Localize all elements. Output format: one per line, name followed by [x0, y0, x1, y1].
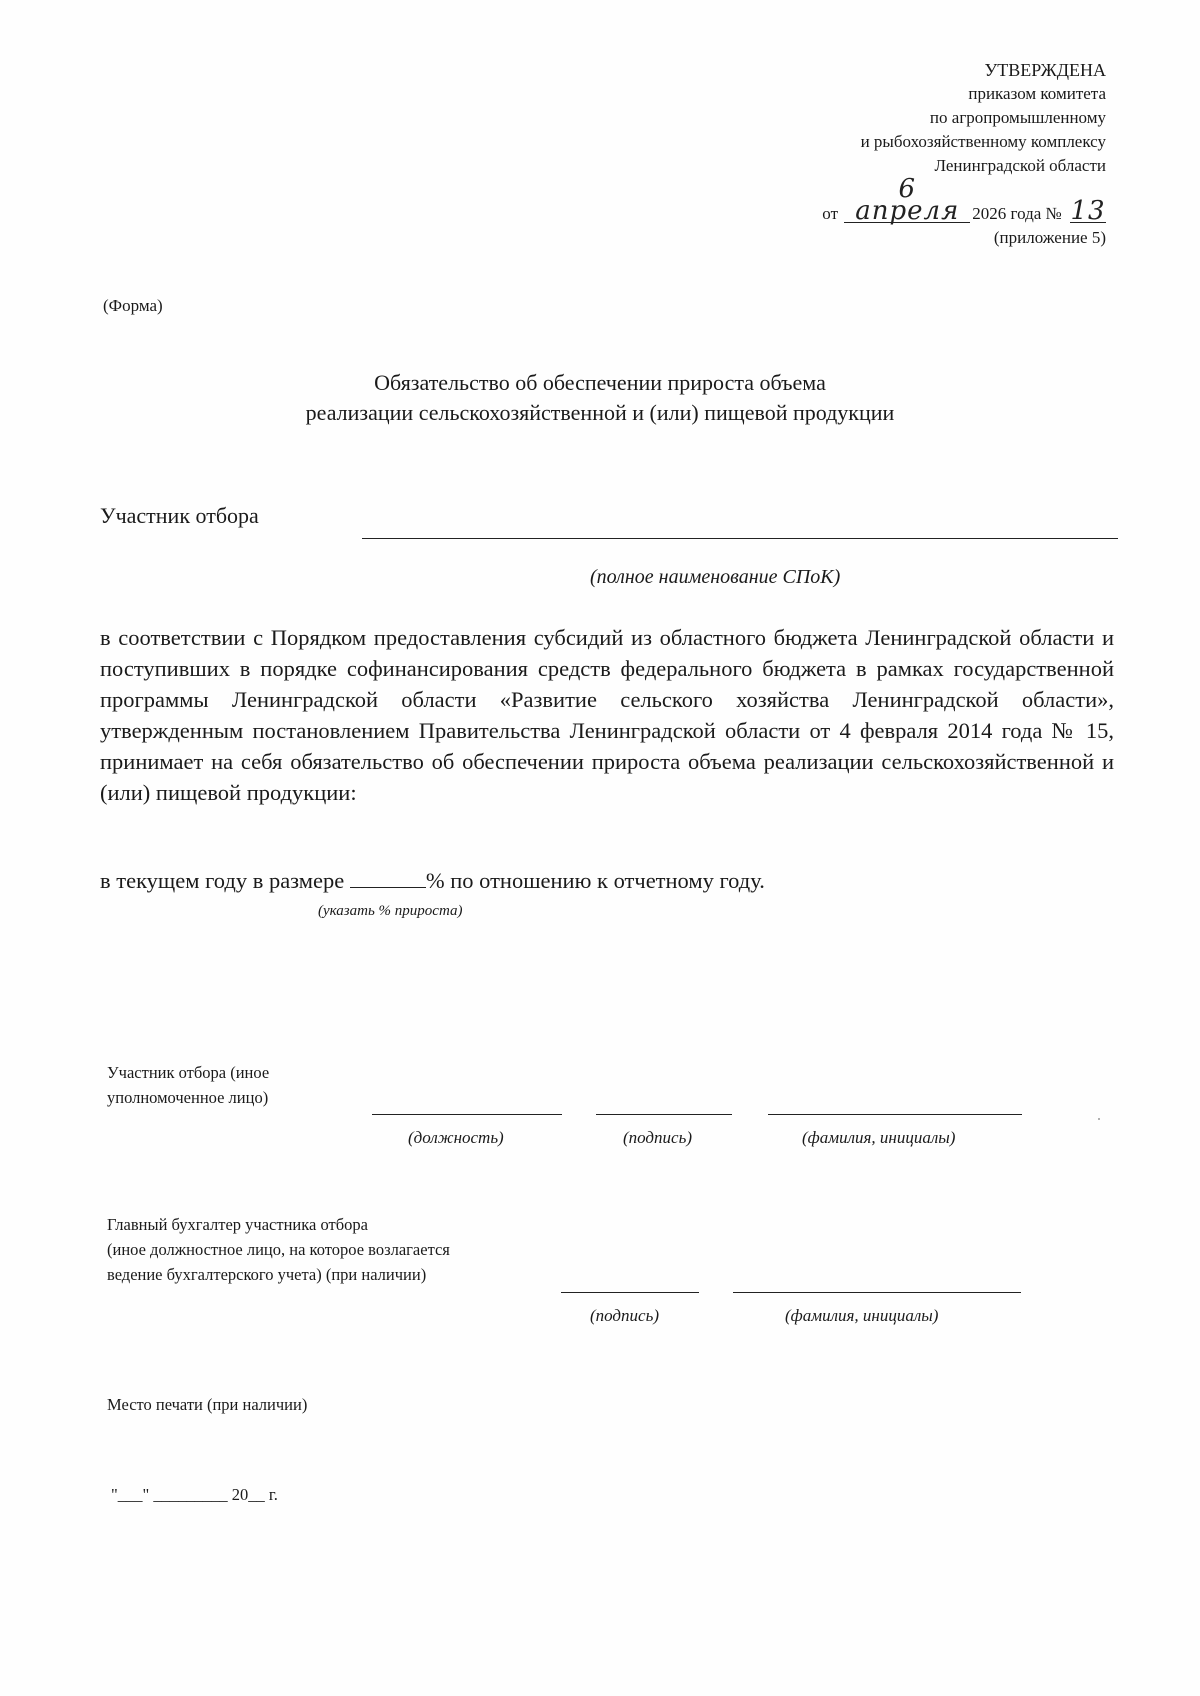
approval-date-line: [760, 174, 1106, 226]
approval-title: УТВЕРЖДЕНА: [984, 60, 1106, 80]
growth-statement: [100, 868, 765, 894]
accountant-name-caption: (фамилия, инициалы): [785, 1306, 939, 1325]
accountant-signature-field[interactable]: [561, 1292, 699, 1293]
document-title-line-2: реализации сельскохозяйственной и (или) пищевой продукции: [305, 400, 895, 425]
date-month-field[interactable]: _________: [153, 1485, 228, 1504]
growth-percent-field[interactable]: [350, 869, 426, 888]
scan-dot-mark: [1098, 1118, 1100, 1120]
accountant-label: [107, 1212, 450, 1287]
approval-stamp-block: [760, 58, 1106, 250]
document-title-line-1: Обязательство об обеспечении прироста объема: [374, 370, 826, 395]
approval-line-2: по агропромышленному: [929, 108, 1106, 127]
date-line: [111, 1482, 278, 1507]
growth-caption: (указать % прироста): [318, 903, 463, 919]
accountant-signature-caption: (подпись): [590, 1306, 659, 1325]
form-label: (Форма): [103, 296, 163, 315]
document-title: [150, 368, 1050, 428]
date-day-field[interactable]: ___: [117, 1485, 143, 1504]
accountant-label-line-2: (иное должностное лицо, на которое возлагается: [107, 1240, 450, 1259]
participant-name-field[interactable]: [362, 538, 1118, 539]
signatory-label-line-1: Участник отбора (иное: [107, 1063, 270, 1082]
date-close-quote: ": [142, 1485, 150, 1504]
approval-line-3: и рыбохозяйственному комплексу: [860, 132, 1106, 151]
date-open-quote: ": [111, 1485, 118, 1504]
approval-line-1: приказом комитета: [968, 84, 1106, 103]
approval-appendix: (приложение 5): [993, 228, 1106, 247]
participant-label: Участник отбора: [100, 503, 259, 528]
growth-prefix: в текущем году в размере: [100, 868, 345, 893]
signatory-label: [107, 1060, 269, 1110]
signatory-position-field[interactable]: [372, 1114, 562, 1115]
handwritten-date: 6 апреля: [844, 178, 970, 223]
signatory-signature-caption: (подпись): [623, 1128, 692, 1147]
signatory-name-field[interactable]: [768, 1114, 1022, 1115]
signatory-name-caption: (фамилия, инициалы): [802, 1128, 956, 1147]
approval-line-4: Ленинградской области: [934, 156, 1106, 175]
date-year-prefix: 20: [231, 1485, 249, 1504]
approval-year-text: 2026 года №: [972, 204, 1062, 223]
handwritten-number: 13: [1070, 196, 1106, 226]
signatory-label-line-2: уполномоченное лицо): [107, 1088, 269, 1107]
obligation-body-text: в соответствии с Порядком предоставления субсидий из областного бюджета Ленинградской области и поступивших в порядке софинансирования средств федерального бюджета в рамках государственной программы Ленинградской области «Развитие сельского хозяйства Ленинградской области», утвержденным постановлением Правительства Ленинградской области от 4 февраля 2014 года № 15, принимает на себя обязательство об обеспечении прироста объема реализации сельскохозяйственной и (или) пищевой продукции:: [100, 625, 1114, 805]
accountant-name-field[interactable]: [733, 1292, 1021, 1293]
participant-caption: (полное наименование СПоК): [590, 566, 841, 588]
date-year-field[interactable]: __: [248, 1485, 265, 1504]
approval-from-prefix: от: [822, 204, 839, 223]
date-suffix: г.: [268, 1485, 278, 1504]
signatory-position-caption: (должность): [408, 1128, 504, 1147]
growth-suffix: % по отношению к отчетному году.: [425, 868, 765, 893]
accountant-label-line-1: Главный бухгалтер участника отбора: [107, 1215, 368, 1234]
seal-label: Место печати (при наличии): [107, 1395, 308, 1414]
accountant-label-line-3: ведение бухгалтерского учета) (при наличии): [107, 1265, 427, 1284]
signatory-signature-field[interactable]: [596, 1114, 732, 1115]
